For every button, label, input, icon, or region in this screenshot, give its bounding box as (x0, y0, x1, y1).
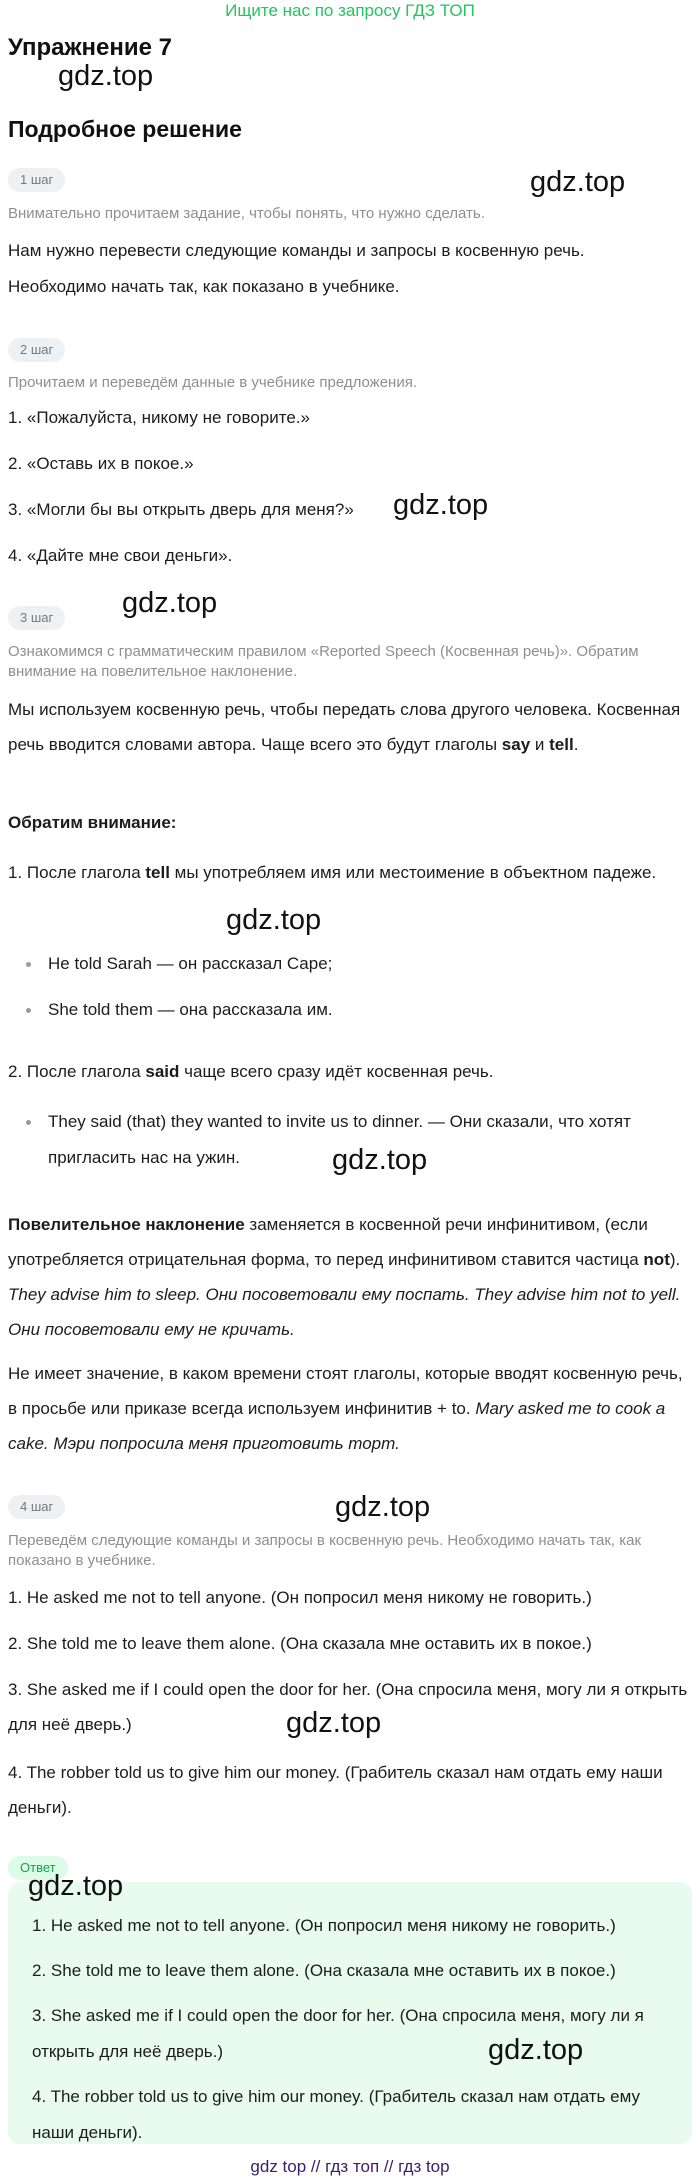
step-3-hint: Ознакомимся с грамматическим правилом «Reported Speech (Косвенная речь)». Обратим внимание на повелительное наклонение. (8, 643, 639, 680)
step-2-item-4: 4. «Дайте мне свои деньги». (8, 546, 233, 565)
step-2-item-2: 2. «Оставь их в покое.» (8, 454, 194, 473)
watermark: gdz.top (488, 2034, 584, 2066)
page-title: Упражнение 7 (8, 34, 172, 61)
step-1-chip: 1 шаг (8, 168, 65, 192)
tense-rule: Не имеет значение, в каком времени стоят глаголы, которые вводят косвенную речь, в просьбе или приказе всегда используем инфинитив + to. Mary asked me to cook a cake. Мэри попросила меня приготовить торт. (8, 1364, 683, 1453)
watermark: gdz.top (286, 1707, 382, 1739)
answer-item-4: 4. The robber told us to give him our money. (Грабитель сказал нам отдать ему наши деньги). (32, 2087, 640, 2142)
step-2-chip: 2 шаг (8, 338, 65, 362)
rule-2: 2. После глагола said чаще всего сразу идёт косвенная речь. (8, 1062, 494, 1081)
answer-item-1: 1. He asked me not to tell anyone. (Он попросил меня никому не говорить.) (32, 1916, 616, 1935)
step-1-hint: Внимательно прочитаем задание, чтобы понять, что нужно сделать. (8, 205, 485, 222)
footer-links[interactable]: gdz top // гдз топ // гдз top (250, 2157, 450, 2176)
step-2-item-3: 3. «Могли бы вы открыть дверь для меня?» (8, 500, 354, 519)
watermark: gdz.top (332, 1144, 428, 1176)
bullet-item: She told them — она рассказала им. (48, 992, 688, 1028)
step-1-text-1: Нам нужно перевести следующие команды и запросы в косвенную речь. (8, 241, 585, 260)
watermark: gdz.top (530, 166, 626, 198)
attention-label: Обратим внимание: (8, 813, 177, 832)
top-banner[interactable]: Ищите нас по запросу ГДЗ ТОП (225, 1, 475, 20)
bullet-item: They said (that) they wanted to invite us to dinner. — Они сказали, что хотят пригласить нас на ужин. (48, 1104, 688, 1176)
step-2-hint: Прочитаем и переведём данные в учебнике предложения. (8, 374, 418, 391)
watermark: gdz.top (58, 60, 154, 92)
watermark: gdz.top (393, 489, 489, 521)
rule-intro: Мы используем косвенную речь, чтобы передать слова другого человека. Косвенная речь вводится словами автора. Чаще всего это будут глаголы say и tell. (8, 700, 681, 754)
step-4-item-3: 3. She asked me if I could open the door for her. (Она спросила меня, могу ли я открыть для неё дверь.) (8, 1680, 688, 1734)
imperative-rule: Повелительное наклонение заменяется в косвенной речи инфинитивом, (если употребляется отрицательная форма, то перед инфинитивом ставится частица not). They advise him to sleep. Они посоветовали ему поспать. They advise him not to yell. Они посоветовали ему не кричать. (8, 1215, 681, 1339)
step-4-item-1: 1. He asked me not to tell anyone. (Он попросил меня никому не говорить.) (8, 1588, 592, 1607)
step-4-item-2: 2. She told me to leave them alone. (Она сказала мне оставить их в покое.) (8, 1634, 592, 1653)
answer-item-3: 3. She asked me if I could open the door for her. (Она спросила меня, могу ли я открыть для неё дверь.) (32, 2006, 644, 2061)
watermark: gdz.top (122, 587, 218, 619)
rule-1: 1. После глагола tell мы употребляем имя или местоимение в объектном падеже. (8, 863, 657, 882)
step-4-hint: Переведём следующие команды и запросы в косвенную речь. Необходимо начать так, как показано в учебнике. (8, 1532, 642, 1569)
step-4-item-4: 4. The robber told us to give him our money. (Грабитель сказал нам отдать ему наши деньги). (8, 1763, 663, 1817)
step-2-item-1: 1. «Пожалуйста, никому не говорите.» (8, 408, 310, 427)
answer-item-2: 2. She told me to leave them alone. (Она сказала мне оставить их в покое.) (32, 1961, 616, 1980)
watermark: gdz.top (335, 1491, 431, 1523)
watermark: gdz.top (28, 1870, 124, 1902)
step-1-text-2: Необходимо начать так, как показано в учебнике. (8, 277, 400, 296)
section-heading: Подробное решение (8, 116, 242, 142)
watermark: gdz.top (226, 904, 322, 936)
step-4-chip: 4 шаг (8, 1495, 65, 1519)
answer-chip: Ответ (8, 1856, 68, 1880)
bullet-item: He told Sarah — он рассказал Саре; (48, 946, 688, 982)
step-3-chip: 3 шаг (8, 606, 65, 630)
